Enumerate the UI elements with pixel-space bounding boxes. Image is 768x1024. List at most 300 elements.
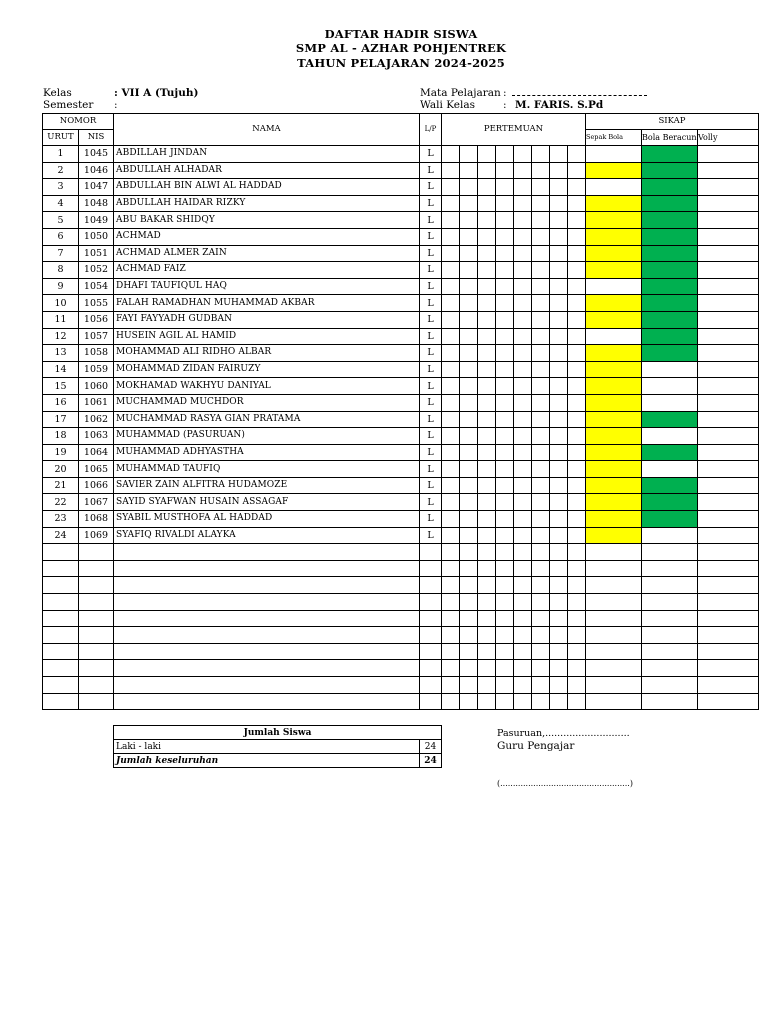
cell-nama: FALAH RAMADHAN MUHAMMAD AKBAR: [114, 295, 420, 312]
cell-pertemuan: [442, 494, 460, 511]
cell-nama: ABDILLAH JINDAN: [114, 146, 420, 163]
cell-bola-beracun: [642, 461, 698, 478]
empty-cell: [460, 560, 478, 577]
signature-place: Pasuruan,............................: [497, 728, 630, 739]
cell-volly: [698, 162, 759, 179]
empty-cell: [442, 643, 460, 660]
cell-pertemuan: [496, 511, 514, 528]
cell-pertemuan: [496, 228, 514, 245]
kelas-label: Kelas: [43, 87, 72, 99]
cell-pertemuan: [496, 245, 514, 262]
cell-nama: SAYID SYAFWAN HUSAIN ASSAGAF: [114, 494, 420, 511]
cell-pertemuan: [514, 212, 532, 229]
cell-lp: L: [420, 212, 442, 229]
empty-cell: [568, 544, 586, 561]
cell-pertemuan: [532, 378, 550, 395]
empty-cell: [420, 577, 442, 594]
empty-cell: [550, 660, 568, 677]
school-name: SMP AL - AZHAR POHJENTREK: [295, 41, 507, 55]
cell-pertemuan: [442, 245, 460, 262]
empty-cell: [43, 560, 79, 577]
empty-cell: [478, 627, 496, 644]
table-row: [43, 511, 759, 528]
cell-lp: L: [420, 411, 442, 428]
empty-cell: [642, 693, 698, 710]
table-row: [43, 195, 759, 212]
cell-sepak-bola: [586, 278, 642, 295]
empty-cell: [420, 677, 442, 694]
empty-cell: [586, 560, 642, 577]
cell-pertemuan: [532, 262, 550, 279]
summary-male-label: Laki - laki: [114, 740, 420, 754]
cell-urut: 10: [43, 295, 79, 312]
empty-row: [43, 643, 759, 660]
cell-pertemuan: [478, 295, 496, 312]
cell-pertemuan: [496, 527, 514, 544]
empty-cell: [442, 560, 460, 577]
empty-cell: [514, 610, 532, 627]
cell-pertemuan: [550, 394, 568, 411]
cell-sepak-bola: [586, 494, 642, 511]
cell-pertemuan: [550, 262, 568, 279]
table-row: [43, 328, 759, 345]
empty-cell: [514, 643, 532, 660]
table-row: [43, 228, 759, 245]
cell-sepak-bola: [586, 295, 642, 312]
mapel-label: Mata Pelajaran: [420, 87, 501, 99]
empty-cell: [586, 660, 642, 677]
empty-cell: [420, 643, 442, 660]
cell-pertemuan: [532, 345, 550, 362]
empty-cell: [442, 577, 460, 594]
cell-urut: 1: [43, 146, 79, 163]
header-lp: L/P: [420, 114, 442, 146]
header-bola-beracun: Bola Beracun: [642, 130, 698, 146]
cell-lp: L: [420, 394, 442, 411]
empty-cell: [514, 677, 532, 694]
cell-nis: 1049: [79, 212, 114, 229]
cell-pertemuan: [514, 511, 532, 528]
empty-cell: [550, 594, 568, 611]
cell-urut: 7: [43, 245, 79, 262]
cell-pertemuan: [550, 461, 568, 478]
cell-urut: 18: [43, 428, 79, 445]
table-row: [43, 494, 759, 511]
cell-pertemuan: [460, 162, 478, 179]
cell-volly: [698, 361, 759, 378]
cell-nama: MUHAMMAD ADHYASTHA: [114, 444, 420, 461]
cell-pertemuan: [478, 527, 496, 544]
empty-cell: [79, 577, 114, 594]
cell-pertemuan: [442, 444, 460, 461]
cell-urut: 15: [43, 378, 79, 395]
empty-cell: [114, 693, 420, 710]
mapel-sep: :: [503, 87, 507, 99]
cell-volly: [698, 295, 759, 312]
cell-pertemuan: [442, 295, 460, 312]
cell-pertemuan: [478, 228, 496, 245]
empty-cell: [586, 677, 642, 694]
cell-pertemuan: [496, 311, 514, 328]
cell-volly: [698, 428, 759, 445]
empty-cell: [460, 660, 478, 677]
cell-pertemuan: [568, 428, 586, 445]
cell-pertemuan: [568, 477, 586, 494]
cell-pertemuan: [568, 345, 586, 362]
cell-bola-beracun: [642, 295, 698, 312]
table-row: [43, 378, 759, 395]
cell-pertemuan: [514, 228, 532, 245]
cell-pertemuan: [532, 228, 550, 245]
empty-cell: [478, 594, 496, 611]
cell-urut: 9: [43, 278, 79, 295]
summary-total-value: 24: [420, 754, 442, 768]
cell-pertemuan: [550, 146, 568, 163]
empty-cell: [514, 544, 532, 561]
cell-bola-beracun: [642, 262, 698, 279]
cell-pertemuan: [442, 378, 460, 395]
empty-cell: [420, 560, 442, 577]
empty-row: [43, 544, 759, 561]
cell-sepak-bola: [586, 378, 642, 395]
cell-pertemuan: [460, 195, 478, 212]
empty-cell: [496, 677, 514, 694]
cell-nis: 1048: [79, 195, 114, 212]
cell-pertemuan: [532, 477, 550, 494]
cell-pertemuan: [550, 477, 568, 494]
cell-bola-beracun: [642, 378, 698, 395]
empty-cell: [532, 693, 550, 710]
cell-pertemuan: [460, 295, 478, 312]
cell-nis: 1045: [79, 146, 114, 163]
cell-nama: SAVIER ZAIN ALFITRA HUDAMOZE: [114, 477, 420, 494]
empty-cell: [478, 643, 496, 660]
cell-nis: 1055: [79, 295, 114, 312]
cell-pertemuan: [442, 477, 460, 494]
cell-sepak-bola: [586, 461, 642, 478]
cell-pertemuan: [460, 494, 478, 511]
cell-pertemuan: [550, 228, 568, 245]
cell-nama: SYAFIQ RIVALDI ALAYKA: [114, 527, 420, 544]
cell-volly: [698, 477, 759, 494]
cell-nis: 1050: [79, 228, 114, 245]
cell-volly: [698, 394, 759, 411]
empty-row: [43, 693, 759, 710]
cell-nis: 1054: [79, 278, 114, 295]
cell-nis: 1067: [79, 494, 114, 511]
cell-bola-beracun: [642, 179, 698, 196]
empty-cell: [496, 660, 514, 677]
empty-cell: [43, 610, 79, 627]
empty-row: [43, 560, 759, 577]
cell-pertemuan: [532, 179, 550, 196]
cell-pertemuan: [532, 328, 550, 345]
cell-pertemuan: [478, 378, 496, 395]
cell-pertemuan: [532, 411, 550, 428]
cell-sepak-bola: [586, 428, 642, 445]
cell-pertemuan: [478, 428, 496, 445]
empty-cell: [43, 577, 79, 594]
cell-pertemuan: [550, 311, 568, 328]
table-row: [43, 394, 759, 411]
cell-pertemuan: [460, 444, 478, 461]
cell-urut: 13: [43, 345, 79, 362]
cell-bola-beracun: [642, 162, 698, 179]
cell-pertemuan: [496, 428, 514, 445]
cell-urut: 3: [43, 179, 79, 196]
cell-pertemuan: [496, 444, 514, 461]
cell-sepak-bola: [586, 195, 642, 212]
kelas-value: : VII A (Tujuh): [114, 87, 199, 99]
table-row: [43, 212, 759, 229]
cell-urut: 23: [43, 511, 79, 528]
cell-nama: MUCHAMMAD RASYA GIAN PRATAMA: [114, 411, 420, 428]
cell-pertemuan: [532, 428, 550, 445]
empty-row: [43, 610, 759, 627]
cell-pertemuan: [532, 162, 550, 179]
cell-pertemuan: [478, 394, 496, 411]
cell-pertemuan: [568, 262, 586, 279]
cell-pertemuan: [550, 527, 568, 544]
cell-nama: ABDULLAH ALHADAR: [114, 162, 420, 179]
cell-pertemuan: [478, 146, 496, 163]
cell-pertemuan: [550, 195, 568, 212]
table-row: [43, 444, 759, 461]
empty-cell: [496, 610, 514, 627]
empty-cell: [442, 610, 460, 627]
cell-nis: 1060: [79, 378, 114, 395]
empty-cell: [514, 660, 532, 677]
empty-cell: [514, 693, 532, 710]
cell-pertemuan: [478, 511, 496, 528]
empty-cell: [442, 594, 460, 611]
empty-cell: [496, 693, 514, 710]
cell-pertemuan: [478, 328, 496, 345]
cell-pertemuan: [532, 295, 550, 312]
cell-sepak-bola: [586, 228, 642, 245]
cell-pertemuan: [568, 278, 586, 295]
cell-pertemuan: [496, 394, 514, 411]
cell-pertemuan: [550, 411, 568, 428]
cell-nama: SYABIL MUSTHOFA AL HADDAD: [114, 511, 420, 528]
cell-pertemuan: [568, 378, 586, 395]
cell-sepak-bola: [586, 511, 642, 528]
empty-cell: [114, 643, 420, 660]
empty-cell: [79, 643, 114, 660]
cell-pertemuan: [532, 461, 550, 478]
empty-cell: [642, 594, 698, 611]
cell-bola-beracun: [642, 328, 698, 345]
cell-bola-beracun: [642, 444, 698, 461]
cell-nis: 1063: [79, 428, 114, 445]
empty-cell: [532, 677, 550, 694]
cell-bola-beracun: [642, 195, 698, 212]
cell-volly: [698, 146, 759, 163]
empty-cell: [478, 544, 496, 561]
cell-pertemuan: [532, 245, 550, 262]
cell-pertemuan: [496, 361, 514, 378]
empty-cell: [568, 693, 586, 710]
empty-cell: [532, 643, 550, 660]
cell-sepak-bola: [586, 361, 642, 378]
summary-male-value: 24: [420, 740, 442, 754]
empty-cell: [514, 594, 532, 611]
cell-pertemuan: [460, 361, 478, 378]
empty-cell: [532, 560, 550, 577]
cell-bola-beracun: [642, 228, 698, 245]
empty-cell: [79, 560, 114, 577]
cell-pertemuan: [514, 394, 532, 411]
empty-cell: [568, 627, 586, 644]
empty-cell: [698, 610, 759, 627]
cell-sepak-bola: [586, 477, 642, 494]
cell-pertemuan: [496, 162, 514, 179]
cell-pertemuan: [442, 428, 460, 445]
empty-cell: [478, 677, 496, 694]
empty-cell: [460, 610, 478, 627]
empty-cell: [79, 544, 114, 561]
cell-lp: L: [420, 494, 442, 511]
empty-cell: [586, 544, 642, 561]
cell-pertemuan: [532, 311, 550, 328]
cell-bola-beracun: [642, 394, 698, 411]
cell-pertemuan: [568, 444, 586, 461]
empty-cell: [550, 693, 568, 710]
empty-cell: [114, 627, 420, 644]
cell-urut: 12: [43, 328, 79, 345]
empty-cell: [460, 544, 478, 561]
cell-pertemuan: [460, 428, 478, 445]
cell-pertemuan: [496, 179, 514, 196]
cell-pertemuan: [514, 311, 532, 328]
cell-pertemuan: [496, 477, 514, 494]
cell-pertemuan: [550, 494, 568, 511]
cell-pertemuan: [460, 278, 478, 295]
cell-bola-beracun: [642, 311, 698, 328]
cell-nis: 1058: [79, 345, 114, 362]
cell-pertemuan: [514, 444, 532, 461]
cell-bola-beracun: [642, 494, 698, 511]
cell-pertemuan: [550, 162, 568, 179]
cell-bola-beracun: [642, 361, 698, 378]
empty-cell: [478, 693, 496, 710]
empty-cell: [642, 577, 698, 594]
empty-cell: [698, 693, 759, 710]
cell-pertemuan: [496, 195, 514, 212]
cell-urut: 24: [43, 527, 79, 544]
cell-bola-beracun: [642, 477, 698, 494]
cell-lp: L: [420, 245, 442, 262]
cell-pertemuan: [478, 345, 496, 362]
empty-cell: [114, 660, 420, 677]
header-volly: Volly: [698, 130, 759, 146]
empty-cell: [442, 693, 460, 710]
table-row: [43, 146, 759, 163]
empty-cell: [550, 610, 568, 627]
empty-cell: [698, 560, 759, 577]
cell-pertemuan: [568, 195, 586, 212]
cell-nis: 1062: [79, 411, 114, 428]
cell-bola-beracun: [642, 428, 698, 445]
cell-pertemuan: [442, 394, 460, 411]
cell-volly: [698, 179, 759, 196]
cell-pertemuan: [460, 477, 478, 494]
empty-cell: [514, 627, 532, 644]
cell-pertemuan: [478, 245, 496, 262]
empty-cell: [586, 610, 642, 627]
cell-nis: 1046: [79, 162, 114, 179]
table-row: [43, 179, 759, 196]
cell-volly: [698, 345, 759, 362]
cell-volly: [698, 245, 759, 262]
cell-pertemuan: [442, 179, 460, 196]
empty-cell: [460, 643, 478, 660]
empty-cell: [496, 643, 514, 660]
cell-pertemuan: [496, 262, 514, 279]
cell-urut: 8: [43, 262, 79, 279]
cell-pertemuan: [478, 195, 496, 212]
cell-nama: ABDULLAH BIN ALWI AL HADDAD: [114, 179, 420, 196]
table-row: [43, 311, 759, 328]
cell-lp: L: [420, 378, 442, 395]
cell-pertemuan: [550, 345, 568, 362]
cell-pertemuan: [532, 146, 550, 163]
cell-pertemuan: [478, 477, 496, 494]
cell-pertemuan: [532, 278, 550, 295]
cell-lp: L: [420, 195, 442, 212]
cell-pertemuan: [568, 311, 586, 328]
cell-pertemuan: [550, 361, 568, 378]
cell-pertemuan: [568, 328, 586, 345]
cell-pertemuan: [550, 511, 568, 528]
empty-cell: [478, 577, 496, 594]
cell-pertemuan: [550, 428, 568, 445]
cell-nama: MOKHAMAD WAKHYU DANIYAL: [114, 378, 420, 395]
cell-lp: L: [420, 311, 442, 328]
cell-pertemuan: [568, 162, 586, 179]
cell-pertemuan: [460, 311, 478, 328]
empty-cell: [460, 594, 478, 611]
table-row: [43, 295, 759, 312]
empty-cell: [460, 693, 478, 710]
cell-lp: L: [420, 179, 442, 196]
empty-cell: [698, 643, 759, 660]
cell-pertemuan: [514, 162, 532, 179]
cell-nis: 1047: [79, 179, 114, 196]
cell-pertemuan: [460, 527, 478, 544]
cell-pertemuan: [514, 278, 532, 295]
cell-pertemuan: [532, 511, 550, 528]
header-nama: NAMA: [114, 114, 420, 146]
cell-pertemuan: [460, 146, 478, 163]
cell-nama: MUHAMMAD TAUFIQ: [114, 461, 420, 478]
cell-pertemuan: [496, 461, 514, 478]
cell-sepak-bola: [586, 328, 642, 345]
table-row: [43, 278, 759, 295]
cell-lp: L: [420, 262, 442, 279]
header-pertemuan: PERTEMUAN: [442, 114, 586, 146]
cell-nis: 1061: [79, 394, 114, 411]
cell-volly: [698, 511, 759, 528]
empty-cell: [43, 594, 79, 611]
empty-row: [43, 677, 759, 694]
cell-bola-beracun: [642, 146, 698, 163]
cell-urut: 5: [43, 212, 79, 229]
empty-cell: [43, 643, 79, 660]
cell-pertemuan: [568, 411, 586, 428]
cell-pertemuan: [442, 278, 460, 295]
empty-cell: [460, 577, 478, 594]
